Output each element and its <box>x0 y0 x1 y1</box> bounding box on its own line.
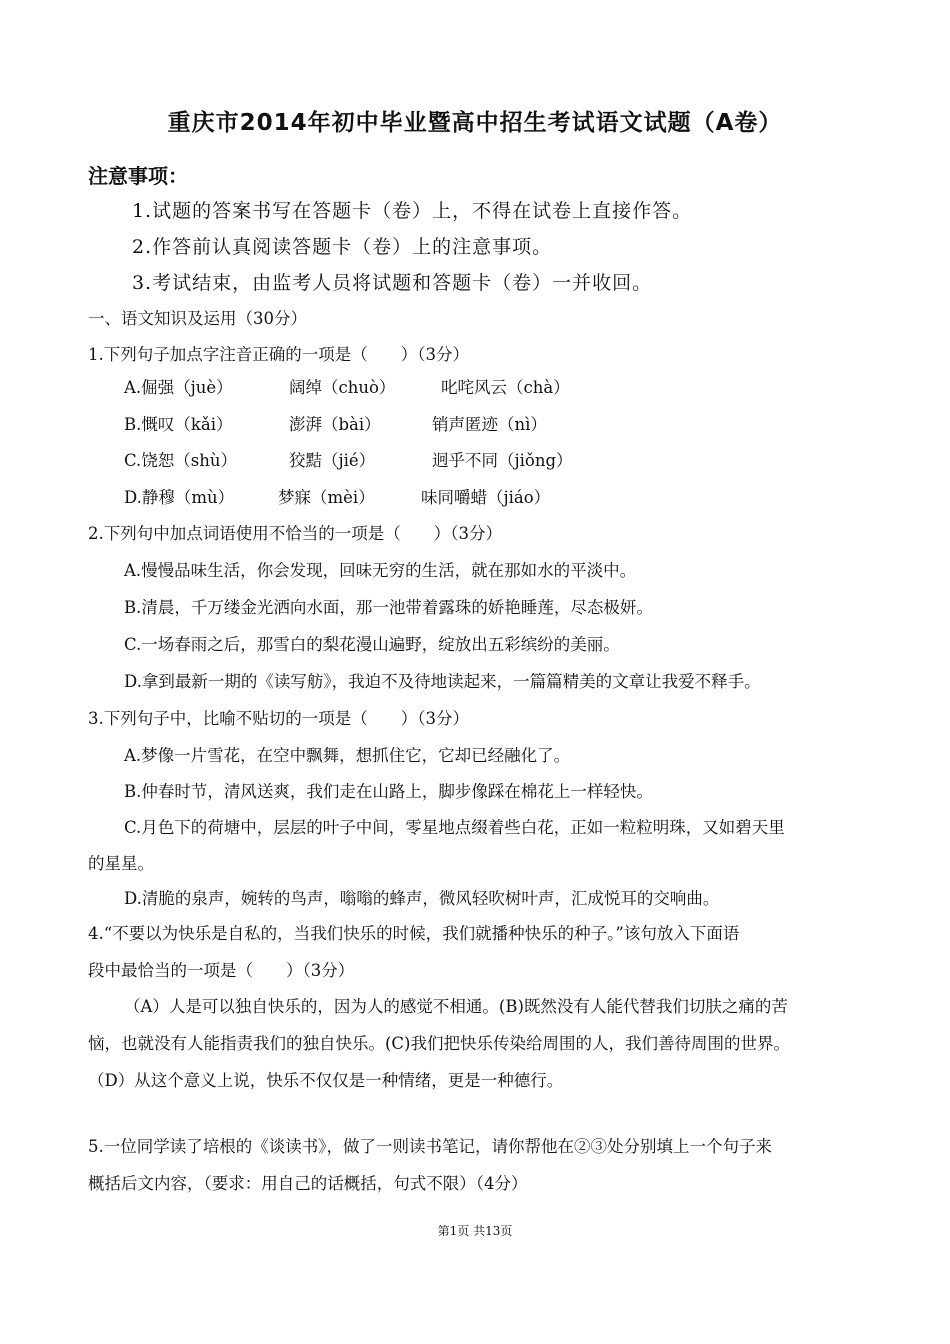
q1-option-c-1: C.饶恕（shù） <box>124 451 238 470</box>
section-heading: 一、语文知识及运用（30分） <box>88 309 307 328</box>
q4-passage-line2: 恼，也就没有人能指责我们的独自快乐。(C)我们把快乐传染给周围的人，我们善待周围的世界。 <box>88 1034 790 1053</box>
q1-option-b-2: 澎湃（bài） <box>289 415 381 434</box>
q5-stem-line1: 5.一位同学读了培根的《谈读书》，做了一则读书笔记，请你帮他在②③处分别填上一个句子来 <box>88 1137 772 1156</box>
notice-item-3: 3.考试结束，由监考人员将试题和答题卡（卷）一并收回。 <box>132 272 653 294</box>
q3-option-a: A.梦像一片雪花，在空中飘舞，想抓住它，它却已经融化了。 <box>124 746 571 765</box>
notice-item-2: 2.作答前认真阅读答题卡（卷）上的注意事项。 <box>132 236 553 258</box>
q3-option-c-line2: 的星星。 <box>88 854 154 873</box>
q2-option-d: D.拿到最新一期的《读写舫》，我迫不及待地读起来，一篇篇精美的文章让我爱不释手。 <box>124 672 761 691</box>
q1-option-c-2: 狡黠（jié） <box>289 451 376 470</box>
q4-stem-line2: 段中最恰当的一项是（ ）（3分） <box>88 961 355 980</box>
q3-option-b: B.仲春时节，清风送爽，我们走在山路上，脚步像踩在棉花上一样轻快。 <box>124 782 653 801</box>
q1-option-a-3: 叱咤风云（chà） <box>441 378 570 397</box>
q1-option-d-3: 味同嚼蜡（jiáo） <box>421 488 551 507</box>
q1-option-d-2: 梦寐（mèi） <box>278 488 375 507</box>
q2-option-b: B.清晨，千万缕金光洒向水面，那一池带着露珠的娇艳睡莲，尽态极妍。 <box>124 598 653 617</box>
q1-option-b-3: 销声匿迹（nì） <box>432 415 547 434</box>
q1-stem: 1.下列句子加点字注音正确的一项是（ ）（3分） <box>88 345 469 364</box>
q5-stem-line2: 概括后文内容，（要求：用自己的话概括，句式不限）（4分） <box>88 1174 528 1193</box>
q1-option-a-1: A.倔强（juè） <box>124 378 233 397</box>
q3-option-c-line1: C.月色下的荷塘中，层层的叶子中间，零星地点缀着些白花，正如一粒粒明珠，又如碧天里 <box>124 818 785 837</box>
page-title: 重庆市2014年初中毕业暨高中招生考试语文试题（A卷） <box>167 110 783 136</box>
q1-option-a-2: 阔绰（chuò） <box>289 378 396 397</box>
q3-stem: 3.下列句子中，比喻不贴切的一项是（ ）（3分） <box>88 709 469 728</box>
q1-option-d-1: D.静穆（mù） <box>124 488 235 507</box>
q4-passage-line1: （A）人是可以独自快乐的，因为人的感觉不相通。(B)既然没有人能代替我们切肤之痛的苦 <box>124 997 788 1016</box>
q4-stem-line1: 4.“不要以为快乐是自私的，当我们快乐的时候，我们就播种快乐的种子。”该句放入下面语 <box>88 924 740 943</box>
notice-heading: 注意事项： <box>88 164 188 188</box>
q4-passage-line3: （D）从这个意义上说，快乐不仅仅是一种情绪，更是一种德行。 <box>88 1071 564 1090</box>
q1-option-c-3: 迥乎不同（jiǒng） <box>432 451 573 470</box>
notice-item-1: 1.试题的答案书写在答题卡（卷）上，不得在试卷上直接作答。 <box>132 200 693 222</box>
q1-option-b-1: B.慨叹（kǎi） <box>124 415 233 434</box>
q2-stem: 2.下列句中加点词语使用不恰当的一项是（ ）（3分） <box>88 524 502 543</box>
q3-option-d: D.清脆的泉声，婉转的鸟声，嗡嗡的蜂声，微风轻吹树叶声，汇成悦耳的交响曲。 <box>124 889 720 908</box>
q2-option-c: C.一场春雨之后，那雪白的梨花漫山遍野，绽放出五彩缤纷的美丽。 <box>124 635 620 654</box>
q2-option-a: A.慢慢品味生活，你会发现，回味无穷的生活，就在那如水的平淡中。 <box>124 561 637 580</box>
page-footer: 第1页 共13页 <box>437 1224 513 1238</box>
